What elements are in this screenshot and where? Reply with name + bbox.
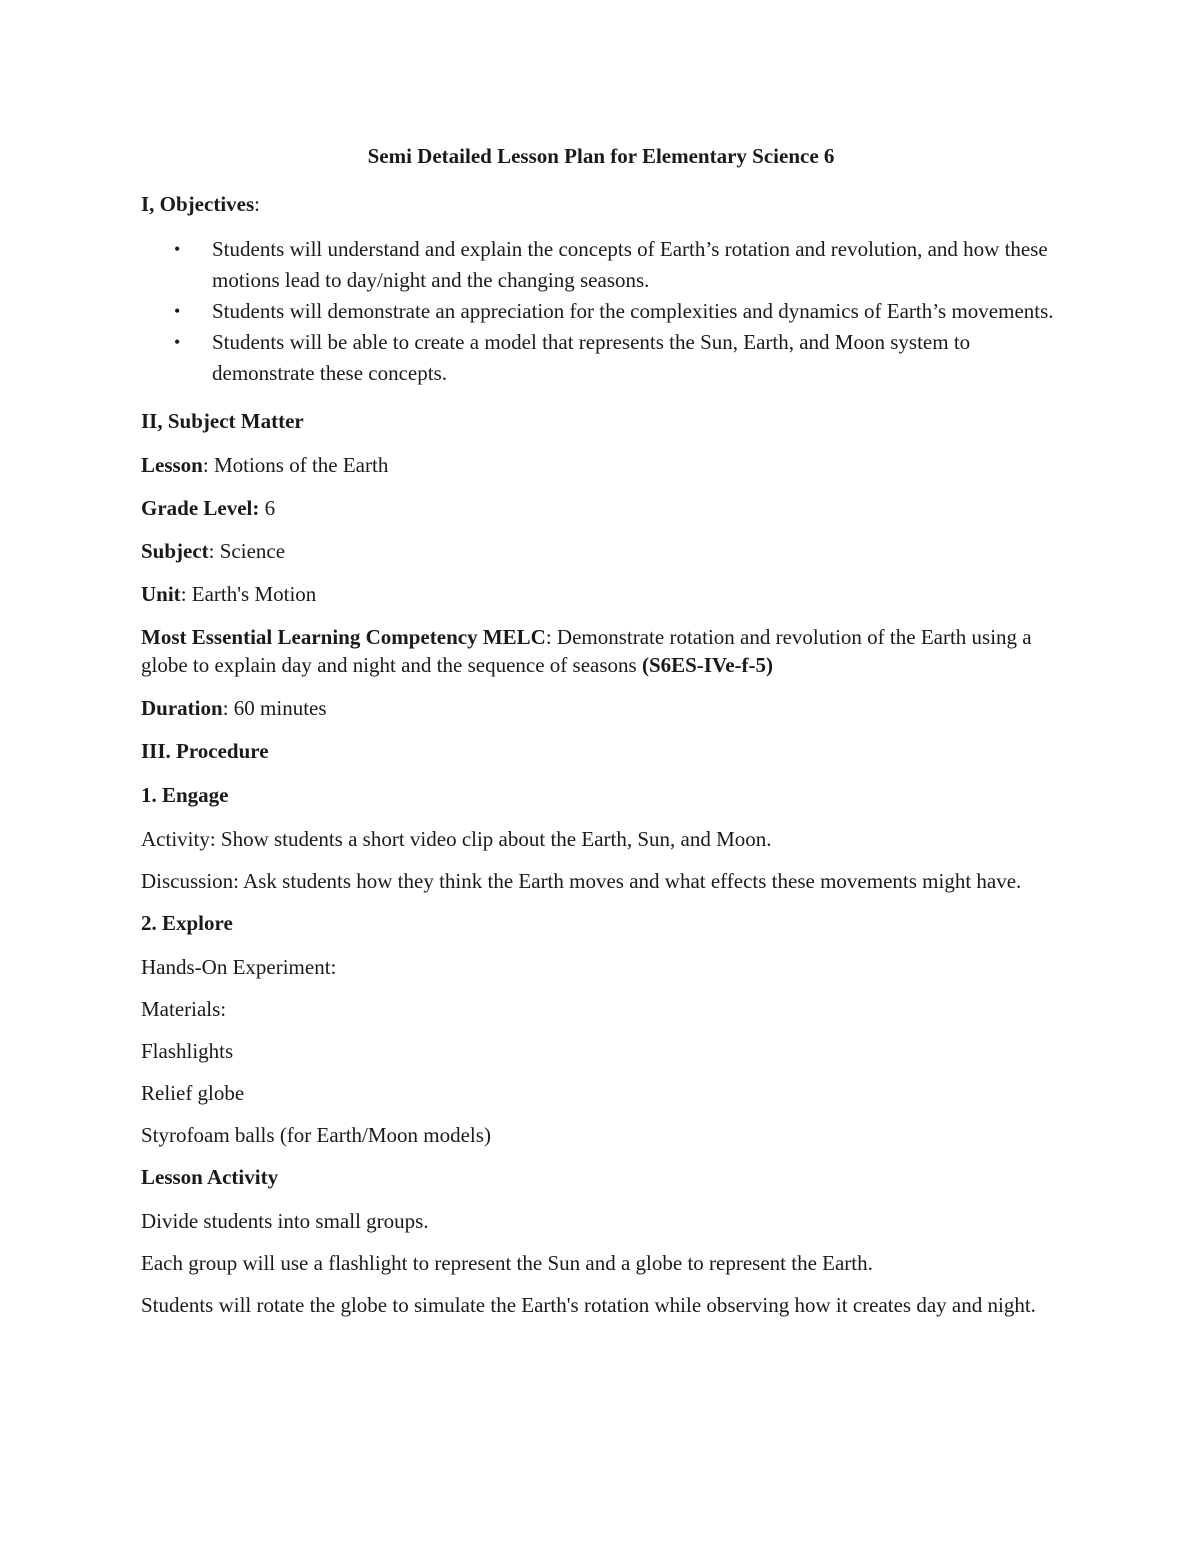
unit-field [141, 580, 1061, 608]
objectives-heading [141, 190, 1061, 218]
bullet-icon: • [174, 239, 181, 259]
engage-discussion: Discussion: Ask students how they think the Earth moves and what effects these movements might have. [141, 869, 1022, 893]
objective-text: Students will understand and explain the concepts of Earth’s rotation and revolution, and how these motions lead to day/night and the changing seasons. [212, 237, 1048, 292]
melc-value: : Demonstrate rotation and revolution of the Earth using a globe to explain day and night and the sequence of seasons [141, 625, 1032, 677]
document-title: Semi Detailed Lesson Plan for Elementary Science 6 [367, 144, 835, 168]
lesson-activity-step: Divide students into small groups. [141, 1209, 429, 1233]
bullet-icon: • [174, 301, 181, 321]
melc-code: (S6ES-IVe-f-5) [641, 653, 774, 677]
melc-label: Most Essential Learning Competency MELC [141, 625, 546, 649]
explore-heading: 2. Explore [141, 911, 233, 935]
grade-level-label: Grade Level: [141, 496, 260, 520]
unit-value: : Earth's Motion [180, 582, 317, 606]
lesson-value: : Motions of the Earth [202, 453, 389, 477]
material-item: Relief globe [141, 1081, 245, 1105]
grade-level-value: 6 [259, 496, 276, 520]
objective-text: Students will demonstrate an appreciation for the complexities and dynamics of Earth’s movements. [212, 299, 1054, 323]
explore-experiment: Hands-On Experiment: [141, 955, 337, 979]
duration-field [141, 694, 1061, 722]
duration-value: : 60 minutes [222, 696, 327, 720]
objectives-heading-colon: : [254, 192, 260, 216]
lesson-activity-step: Each group will use a flashlight to represent the Sun and a globe to represent the Earth. [141, 1251, 873, 1275]
bullet-icon: • [174, 332, 181, 352]
lesson-activity-step: Students will rotate the globe to simulate the Earth's rotation while observing how it creates day and night. [141, 1293, 1036, 1317]
list-item [141, 234, 1061, 296]
lesson-activity-heading: Lesson Activity [141, 1165, 279, 1189]
subject-matter-heading: II, Subject Matter [141, 409, 304, 433]
subject-label: Subject [141, 539, 209, 563]
document-body [141, 142, 1061, 1333]
list-item [141, 327, 1061, 389]
objective-text: Students will be able to create a model that represents the Sun, Earth, and Moon system to demonstrate these concepts. [212, 330, 971, 385]
material-item: Flashlights [141, 1039, 234, 1063]
list-item [141, 296, 1061, 327]
grade-level-field [141, 494, 1061, 522]
melc-field [141, 623, 1061, 679]
subject-field [141, 537, 1061, 565]
engage-heading: 1. Engage [141, 783, 229, 807]
lesson-field [141, 451, 1061, 479]
subject-value: : Science [208, 539, 286, 563]
engage-activity: Activity: Show students a short video clip about the Earth, Sun, and Moon. [141, 827, 772, 851]
materials-label: Materials: [141, 997, 227, 1021]
material-item: Styrofoam balls (for Earth/Moon models) [141, 1123, 491, 1147]
unit-label: Unit [141, 582, 181, 606]
procedure-heading: III. Procedure [141, 739, 269, 763]
objectives-heading-text: I, Objectives [141, 192, 255, 216]
duration-label: Duration [141, 696, 223, 720]
objectives-list [141, 234, 1061, 389]
lesson-label: Lesson [141, 453, 203, 477]
